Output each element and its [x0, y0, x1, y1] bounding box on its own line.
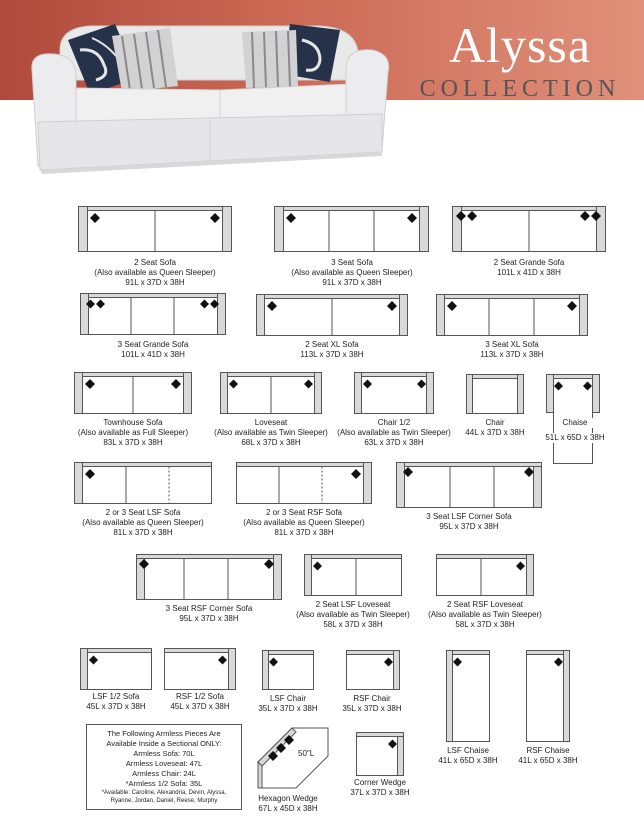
label-2-seat-grande-sofa: 2 Seat Grande Sofa 101L x 41D x 38H	[493, 258, 565, 277]
label-rsf-2-or-3-seat-sofa: 2 or 3 Seat RSF Sofa (Also available as Queen Sleeper) 81L x 37D x 38H	[243, 508, 365, 537]
diagram-2-seat-xl-sofa	[256, 294, 408, 336]
label-lsf-chaise: LSF Chaise 41L x 65D x 38H	[438, 746, 498, 765]
diagram-lsf-chair	[262, 650, 314, 690]
label-chaise-dims: 51L x 65D x 38H	[530, 433, 620, 443]
diagram-chair-half	[354, 372, 434, 414]
label-loveseat: Loveseat (Also available as Twin Sleeper) 68L x 37D x 38H	[214, 418, 328, 447]
diagram-lsf-half-sofa	[80, 648, 152, 690]
label-3-seat-lsf-corner-sofa: 3 Seat LSF Corner Sofa 95L x 37D x 38H	[426, 512, 512, 531]
label-2-seat-xl-sofa: 2 Seat XL Sofa 113L x 37D x 38H	[300, 340, 364, 359]
diagram-2-seat-grande-sofa	[452, 206, 606, 252]
diagram-2-seat-rsf-loveseat	[436, 554, 534, 596]
armless-pieces-note: The Following Armless Pieces Are Available Inside a Sectional ONLY: Armless Sofa: 70L Armless Loveseat: 47L Armless Chair: 24L *Armless 1/2 Sofa: 35L *Available: Caroline, Alexandria, Devin, Alyssa, Ryanne, Jordan, Daniel, Reese, Murphy	[86, 724, 242, 810]
label-lsf-2-or-3-seat-sofa: 2 or 3 Seat LSF Sofa (Also available as Queen Sleeper) 81L x 37D x 38H	[82, 508, 204, 537]
label-chaise-name: Chaise	[556, 418, 594, 428]
diagram-3-seat-lsf-corner-sofa	[396, 462, 542, 508]
label-chair: Chair 44L x 37D x 38H	[465, 418, 525, 437]
diagram-hexagon-wedge	[256, 726, 330, 792]
label-chair-half: Chair 1/2 (Also available as Twin Sleeper) 63L x 37D x 38H	[337, 418, 451, 447]
diagram-3-seat-grande-sofa	[80, 293, 226, 335]
diagram-corner-wedge	[356, 732, 404, 776]
label-3-seat-sofa: 3 Seat Sofa (Also available as Queen Sleeper) 91L x 37D x 38H	[291, 258, 413, 287]
label-corner-wedge: Corner Wedge 37L x 37D x 38H	[350, 778, 410, 797]
diagram-3-seat-rsf-corner-sofa	[136, 554, 282, 600]
diagram-lsf-2-or-3-seat-sofa	[74, 462, 212, 504]
diagram-rsf-chaise	[526, 650, 570, 742]
label-3-seat-rsf-corner-sofa: 3 Seat RSF Corner Sofa 95L x 37D x 38H	[165, 604, 253, 623]
hexagon-wedge-callout: 50"L	[298, 749, 315, 758]
diagram-2-seat-sofa	[78, 206, 232, 252]
diagram-rsf-half-sofa	[164, 648, 236, 690]
label-3-seat-xl-sofa: 3 Seat XL Sofa 113L x 37D x 38H	[480, 340, 544, 359]
label-rsf-chaise: RSF Chaise 41L x 65D x 38H	[518, 746, 578, 765]
diagram-loveseat	[220, 372, 322, 414]
label-lsf-half-sofa: LSF 1/2 Sofa 45L x 37D x 38H	[86, 692, 146, 711]
label-3-seat-grande-sofa: 3 Seat Grande Sofa 101L x 41D x 38H	[117, 340, 189, 359]
label-hexagon-wedge: Hexagon Wedge 67L x 45D x 38H	[258, 794, 318, 813]
diagram-townhouse-sofa	[74, 372, 192, 414]
diagram-rsf-chair	[346, 650, 400, 690]
diagram-rsf-2-or-3-seat-sofa	[236, 462, 372, 504]
diagram-chair	[466, 374, 524, 414]
label-2-seat-sofa: 2 Seat Sofa (Also available as Queen Sleeper) 91L x 37D x 38H	[94, 258, 216, 287]
sofa-photo	[20, 10, 400, 190]
label-rsf-chair: RSF Chair 35L x 37D x 38H	[342, 694, 402, 713]
diagram-3-seat-xl-sofa	[436, 294, 588, 336]
label-2-seat-lsf-loveseat: 2 Seat LSF Loveseat (Also available as Twin Sleeper) 58L x 37D x 38H	[296, 600, 410, 629]
diagram-2-seat-lsf-loveseat	[304, 554, 402, 596]
label-rsf-half-sofa: RSF 1/2 Sofa 45L x 37D x 38H	[170, 692, 230, 711]
collection-subtitle: COLLECTION	[419, 76, 621, 102]
label-townhouse-sofa: Townhouse Sofa (Also available as Full Sleeper) 83L x 37D x 38H	[77, 418, 189, 447]
diagram-3-seat-sofa	[274, 206, 429, 252]
collection-title-block	[400, 17, 640, 102]
diagram-lsf-chaise	[446, 650, 490, 742]
label-2-seat-rsf-loveseat: 2 Seat RSF Loveseat (Also available as Twin Sleeper) 58L x 37D x 38H	[428, 600, 542, 629]
label-lsf-chair: LSF Chair 35L x 37D x 38H	[258, 694, 318, 713]
collection-title: Alyssa	[448, 17, 592, 73]
